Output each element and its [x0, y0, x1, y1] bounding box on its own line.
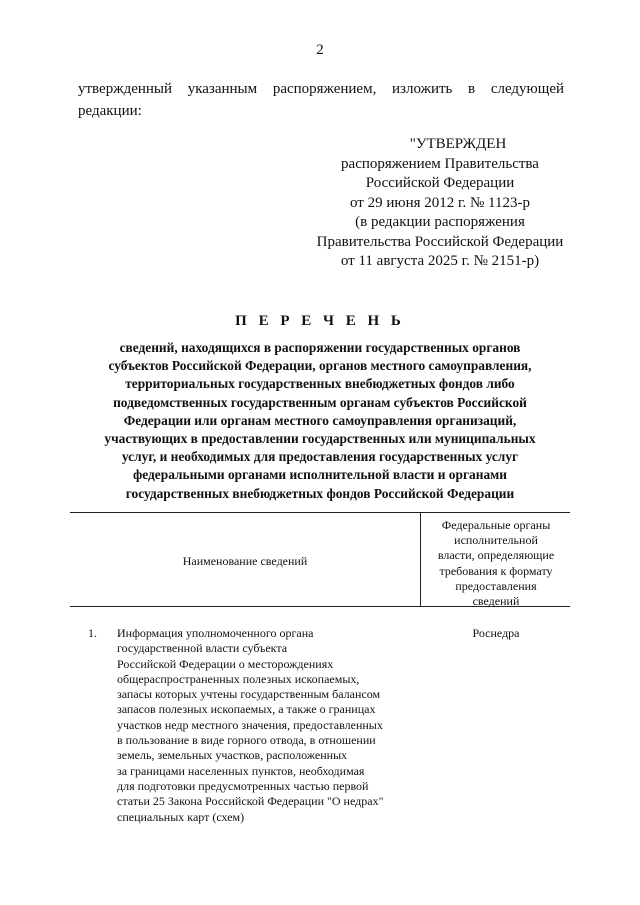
approval-line: от 29 июня 2012 г. № 1123-р	[350, 194, 530, 211]
subtitle-line: Федерации или органам местного самоуправления организаций,	[123, 412, 517, 428]
row-text-line: государственной власти субъекта	[117, 641, 288, 656]
subtitle-line: услуг, и необходимых для предоставления государственных услуг	[121, 449, 519, 465]
row-text-line: в пользование в виде горного отвода, в отношении	[117, 733, 376, 748]
subtitle-line: сведений, находящихся в распоряжении государственных органов	[119, 340, 521, 355]
subtitle-line: субъектов Российской Федерации, органов местного самоуправления,	[108, 358, 532, 374]
row-description	[117, 626, 427, 825]
approval-line: Российской Федерации	[365, 175, 515, 191]
row-text-line: запасы которых учтены государственным балансом	[117, 687, 381, 702]
row-text-line: запасов полезных ископаемых, а также о границах	[117, 702, 376, 717]
row-text-line: за границами населенных пунктов, необходимая	[117, 763, 365, 778]
row-text-line: специальных карт (схем)	[117, 809, 245, 824]
table-column-divider	[420, 512, 421, 606]
list-title: П Е Р Е Ч Е Н Ь	[235, 313, 405, 329]
row-text-line: Информация уполномоченного органа	[117, 626, 314, 640]
column-header-org	[426, 518, 566, 609]
row-text-line: для подготовки предусмотренных частью первой	[117, 778, 369, 793]
subtitle-line: территориальных государственных внебюджетных фондов либо	[125, 376, 515, 392]
page-number: 2	[316, 42, 324, 58]
approval-line: от 11 августа 2025 г. № 2151-р)	[340, 253, 540, 269]
subtitle-line: государственных внебюджетных фондов Российской Федерации	[125, 485, 515, 501]
column-header-org-line: Федеральные органы	[441, 518, 551, 532]
subtitle-line: участвующих в предоставлении государственных или муниципальных	[104, 431, 536, 447]
column-header-org-line: исполнительной	[454, 533, 538, 548]
approval-block	[300, 135, 580, 272]
approval-line: (в редакции распоряжения	[355, 214, 525, 230]
row-number: 1.	[88, 626, 97, 640]
column-header-org-line: сведений	[472, 594, 520, 609]
subtitle-line: подведомственных государственным органам субъектов Российской	[113, 394, 527, 410]
approval-heading: "УТВЕРЖДЕН	[409, 136, 507, 152]
column-header-org-line: требования к формату	[439, 563, 553, 578]
column-header-org-line: предоставления	[455, 578, 537, 593]
approval-line: распоряжением Правительства	[341, 155, 539, 172]
approval-line: Правительства Российской Федерации	[316, 233, 564, 250]
column-header-name: Наименование сведений	[182, 554, 308, 568]
column-header-org-line: власти, определяющие	[437, 548, 555, 563]
row-text-line: статьи 25 Закона Российской Федерации "О недрах"	[117, 794, 384, 809]
row-text-line: земель, земельных участков, расположенных	[117, 748, 348, 763]
table-top-rule	[70, 512, 570, 513]
intro-paragraph	[78, 78, 564, 122]
row-text-line: общераспространенных полезных ископаемых,	[117, 671, 360, 686]
row-federal-agency: Роснедра	[472, 626, 520, 640]
intro-line-2: редакции:	[78, 103, 142, 119]
subtitle-line: федеральными органами исполнительной власти и органами	[133, 467, 507, 483]
intro-line-1: утвержденный указанным распоряжением, изложить в следующей	[78, 81, 564, 97]
row-text-line: Российской Федерации о месторождениях	[117, 656, 334, 671]
list-subtitle	[70, 339, 570, 503]
row-text-line: участков недр местного значения, предоставленных	[117, 717, 383, 732]
